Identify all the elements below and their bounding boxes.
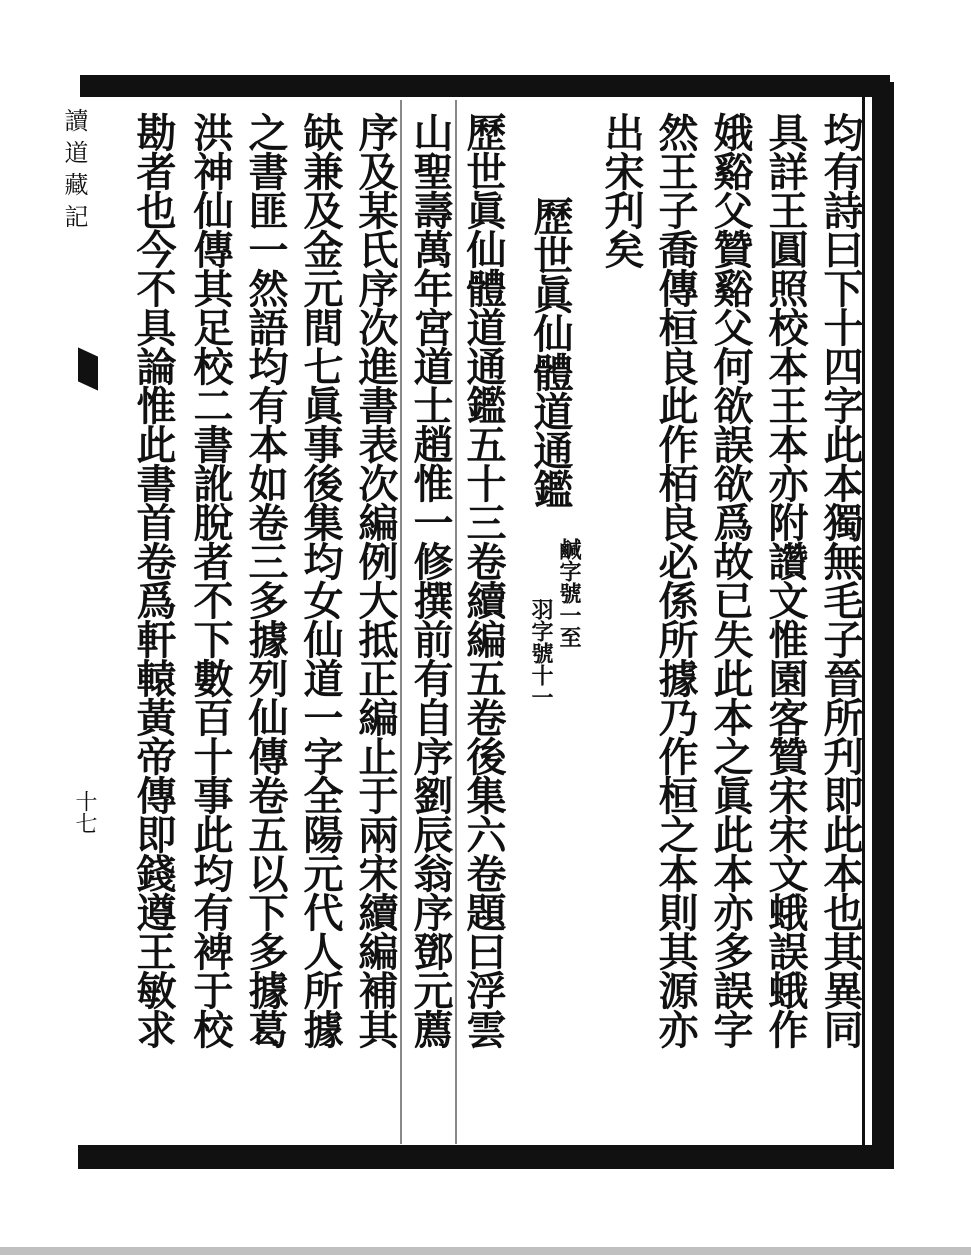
text-column-12: 洪神仙傳其足校二書訛脫者不下數百十事此均有裨于校: [187, 112, 234, 1048]
frame-bottom-border: [78, 1145, 893, 1169]
margin-page-number: 十七: [72, 790, 97, 834]
title-note-right: 鹹字號一至: [556, 538, 582, 648]
text-column-3: 娥谿父贊谿父何欲誤欲爲故已失此本之眞此本亦多誤字: [707, 112, 754, 1048]
text-column-10: 缺兼及金元間七眞事後集均女仙道一字全陽元代人所據: [297, 112, 344, 1048]
text-column-9: 序及某氏序次進書表次編例大抵正編止于兩宋續編補其: [352, 112, 399, 1048]
text-column-7: 歷世眞仙體道通鑑五十三卷續編五卷後集六卷題曰浮雲: [460, 112, 507, 1048]
frame-right-border: [872, 82, 894, 1169]
column-rule: [455, 100, 457, 1144]
column-rule: [400, 100, 402, 1144]
text-column-4: 然王子喬傳桓良此作栢良必係所據乃作桓之本則其源亦: [652, 112, 699, 1048]
text-column-1: 均有詩曰下十四字此本獨無毛子晉所刋即此本也其異同: [817, 112, 864, 1048]
frame-top-border: [80, 75, 890, 97]
margin-book-title: 讀道藏記: [60, 108, 88, 236]
margin-fishtail-mark: [78, 347, 98, 390]
text-column-13: 勘者也今不具論惟此書首卷爲軒轅黃帝傳即錢遵王敏求: [130, 112, 177, 1048]
text-column-5: 出宋刋矣: [598, 112, 645, 268]
title-note-left: 羽字號十一: [528, 598, 554, 708]
text-column-11: 之書匪一然語均有本如卷三多據列仙傳卷五以下多據葛: [242, 112, 289, 1048]
text-column-8: 山聖壽萬年宮道士趙惟一修撰前有自序劉辰翁序鄧元薦: [407, 112, 454, 1048]
section-title: 歷世眞仙體道通鑑: [527, 196, 574, 508]
viewer-bottom-bar: [0, 1247, 971, 1255]
text-column-2: 具詳王圓照校本王本亦附讚文惟園客贊宋宋文蛾誤蛾作: [762, 112, 809, 1048]
